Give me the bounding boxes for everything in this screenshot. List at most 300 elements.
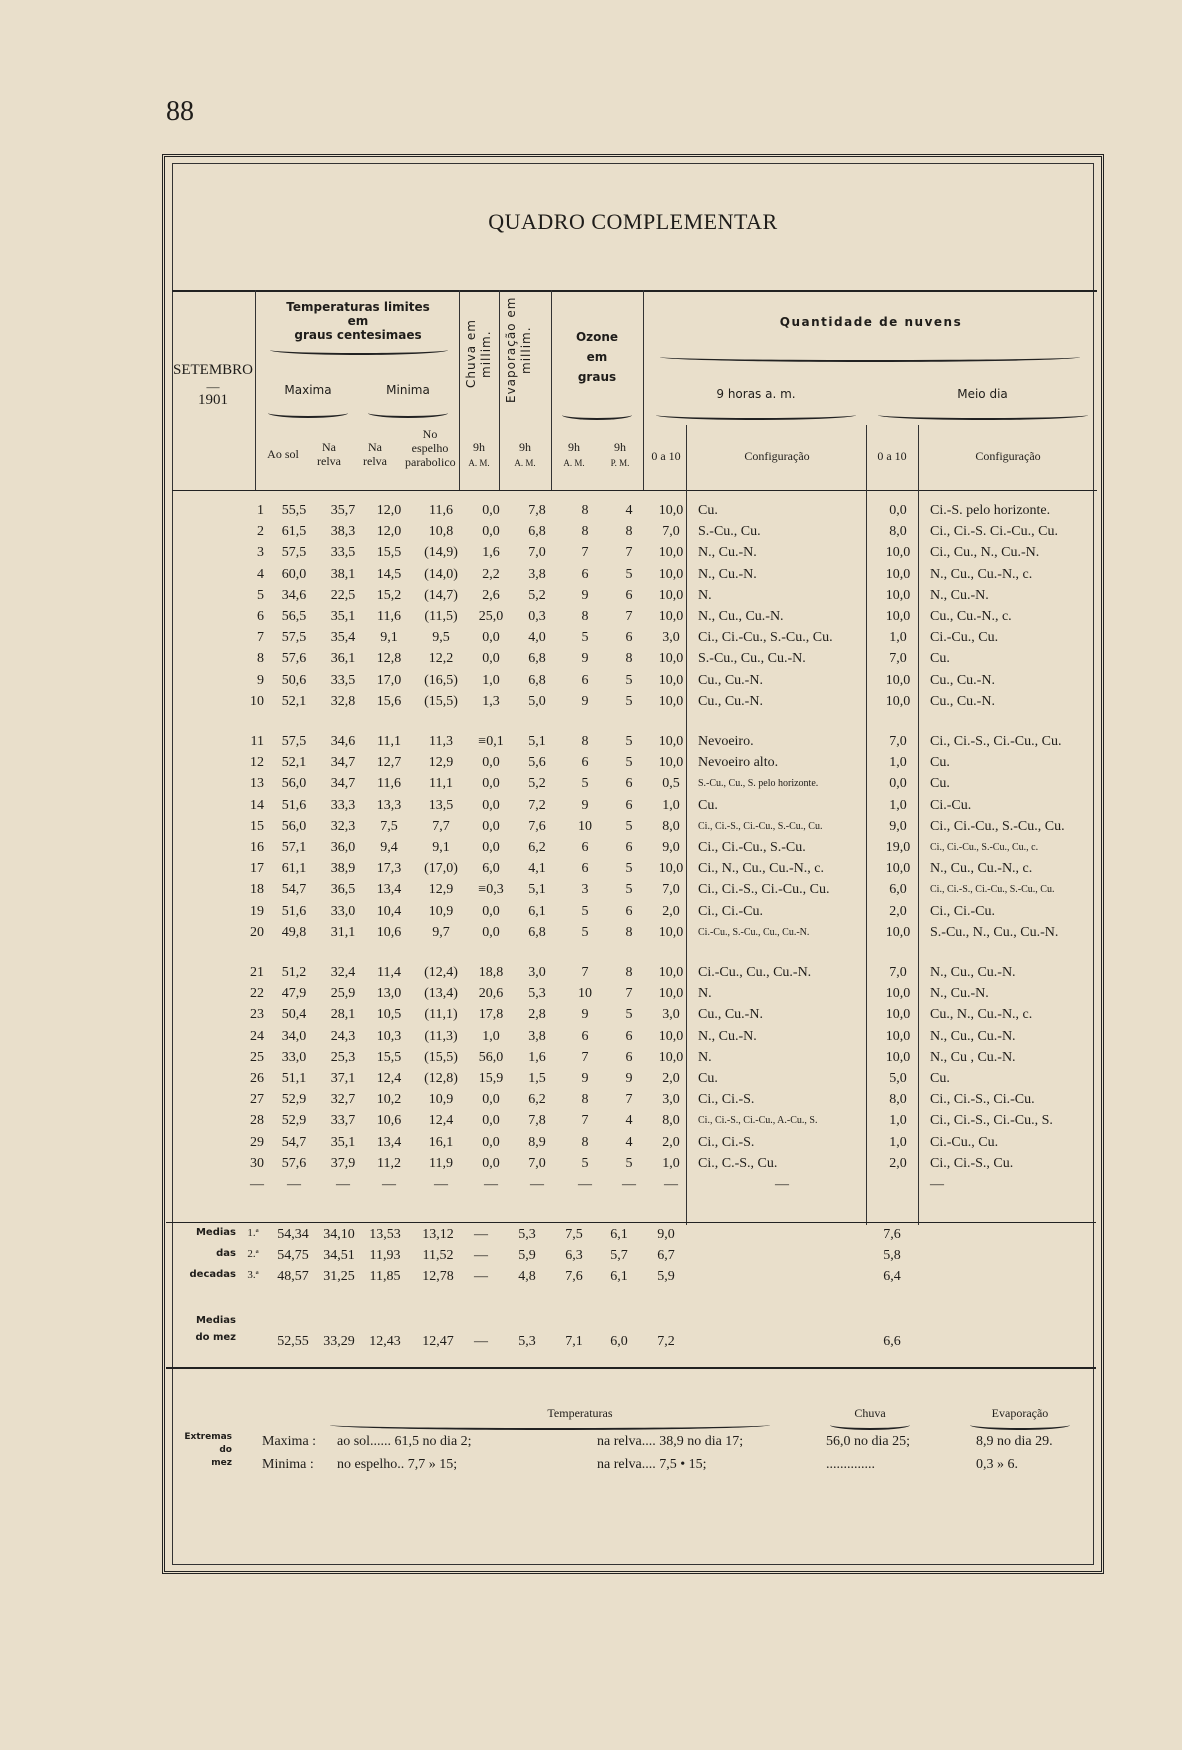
table-cell: 10	[578, 986, 592, 1002]
table-cell: 13,5	[428, 797, 454, 813]
medias-mez-cell: 12,43	[369, 1334, 401, 1349]
table-cell: 11,9	[429, 1155, 453, 1171]
ao-sol-header: Ao sol	[267, 447, 299, 461]
year-label: 1901	[198, 392, 228, 408]
na-relva-max-header: Na relva	[317, 440, 341, 468]
table-cell: 54,7	[281, 882, 307, 898]
evaporacao-header: Evaporação em millim.	[504, 296, 533, 404]
table-cell: S.-Cu., N., Cu., Cu.-N.	[930, 924, 1059, 940]
table-cell: Ci.-Cu., S.-Cu., Cu., Cu.-N.	[698, 926, 810, 938]
meio-dia-brace	[878, 410, 1088, 420]
table-cell: 6,8	[528, 524, 546, 540]
table-row	[166, 500, 1102, 521]
table-cell: 56,0	[281, 776, 307, 792]
table-cell: 32,4	[330, 965, 356, 981]
table-cell: 6	[625, 1028, 633, 1044]
table-cell: 36,0	[330, 840, 356, 856]
table-cell: 10,0	[885, 672, 911, 688]
table-cell: 55,5	[281, 503, 307, 518]
table-cell: 34,7	[330, 755, 356, 771]
table-cell: 35,1	[330, 609, 356, 625]
table-cell: 3,0	[662, 1092, 680, 1108]
table-cell: 7	[625, 609, 633, 625]
table-cell: 6,8	[528, 672, 546, 688]
table-cell: 61,1	[281, 861, 307, 877]
maxima-header: Maxima	[284, 383, 332, 397]
day-cell: 29	[250, 1134, 264, 1150]
table-cell: 6	[625, 630, 633, 646]
day-cell: 13	[250, 776, 264, 792]
extremas-brace	[970, 1420, 1070, 1430]
table-cell: 10,0	[658, 1049, 684, 1065]
table-cell: 12,7	[376, 755, 402, 771]
table-cell: 52,1	[281, 693, 307, 709]
extremas-min-relva: na relva.... 7,5 • 15;	[597, 1457, 707, 1472]
table-cell: Ci., Ci.-Cu., S.-Cu., Cu.	[698, 630, 833, 646]
medias-cell: 54,75	[277, 1248, 309, 1263]
table-cell: S.-Cu., Cu., S. pelo horizonte.	[698, 778, 819, 790]
table-cell: —	[530, 1177, 544, 1193]
table-cell: 7,6	[528, 818, 546, 834]
table-cell: 1,6	[528, 1049, 546, 1065]
table-cell: S.-Cu., Cu.	[698, 524, 761, 540]
table-cell: N., Cu., Cu.-N.	[930, 965, 1016, 981]
day-cell: 25	[250, 1049, 264, 1065]
day-cell: 18	[250, 882, 264, 898]
table-cell: 6	[625, 1049, 633, 1065]
table-cell: 5	[625, 672, 633, 688]
table-cell: 37,1	[330, 1071, 356, 1087]
medias-mez-cell: 7,1	[565, 1334, 583, 1349]
table-cell: Cu., Cu.-N.	[698, 672, 763, 688]
extremas-brace	[330, 1420, 770, 1430]
table-cell: 1,0	[889, 1134, 907, 1150]
table-cell: 28,1	[330, 1007, 356, 1023]
table-cell: 10,0	[658, 965, 684, 981]
table-cell: 6	[625, 587, 633, 603]
day-cell: 11	[250, 734, 264, 750]
table-cell: S.-Cu., Cu., Cu.-N.	[698, 651, 806, 667]
table-cell: 8	[625, 651, 633, 667]
table-cell: ≡0,1	[478, 734, 504, 750]
nove-horas-brace	[656, 410, 856, 420]
table-cell: 57,6	[281, 1155, 307, 1171]
day-cell: 6	[257, 609, 264, 625]
medias-cell: 11,85	[369, 1269, 401, 1284]
medias-cell: 54,34	[277, 1227, 309, 1242]
decade-gap	[166, 712, 1102, 731]
table-cell: 8,0	[889, 1092, 907, 1108]
table-cell: —	[622, 1177, 636, 1193]
table-cell: 7,0	[889, 651, 907, 667]
extremas-temp-header: Temperaturas	[547, 1406, 613, 1420]
table-cell: 35,4	[330, 630, 356, 646]
table-row	[166, 752, 1102, 773]
day-cell: 9	[257, 672, 264, 688]
day-cell: 27	[250, 1092, 264, 1108]
medias-mez-cell: 6,0	[610, 1334, 628, 1349]
table-cell: 10,0	[658, 924, 684, 940]
table-cell: 25,3	[330, 1049, 356, 1065]
table-cell: Ci., Ci.-S.	[698, 1134, 755, 1150]
table-cell: 22,5	[330, 587, 356, 603]
table-cell: N., Cu., Cu.-N., c.	[930, 566, 1033, 582]
table-row	[166, 648, 1102, 669]
medias-cell: 9,0	[657, 1227, 675, 1242]
medias-mez-cell: 12,47	[422, 1334, 454, 1349]
extremas-chuva-header: Chuva	[854, 1406, 886, 1420]
table-cell: 0,0	[482, 1155, 500, 1171]
chuva-9h: 9h	[473, 440, 485, 454]
medias-cell: —	[474, 1269, 488, 1284]
table-cell: 1,5	[528, 1071, 546, 1087]
table-cell: 1,0	[662, 1155, 680, 1171]
table-cell: 33,0	[281, 1049, 307, 1065]
table-cell: 0,0	[482, 903, 500, 919]
table-cell: Ci., Ci.-S., Ci.-Cu., S.-Cu., Cu.	[698, 820, 823, 832]
table-cell: 5,6	[528, 755, 546, 771]
table-cell: 0,0	[482, 924, 500, 940]
medias-cell: 5,8	[883, 1248, 901, 1263]
nove-horas-header: 9 horas a. m.	[716, 387, 796, 401]
day-cell: 2	[257, 524, 264, 540]
ozone-line1: Ozone	[575, 330, 619, 344]
table-cell: Cu.	[930, 1071, 950, 1087]
table-row	[166, 627, 1102, 648]
table-cell: 9	[581, 587, 589, 603]
table-cell: 12,4	[428, 1113, 454, 1129]
medias-cell: 34,51	[323, 1248, 355, 1263]
medias-cell: 6,4	[883, 1269, 901, 1284]
table-cell: 7	[625, 986, 633, 1002]
table-cell: 5	[581, 1155, 589, 1171]
table-cell: 0,0	[482, 1134, 500, 1150]
daily-data-table	[166, 500, 1102, 1195]
table-cell: 9	[581, 651, 589, 667]
table-cell: 9	[581, 797, 589, 813]
table-cell: (12,8)	[424, 1071, 458, 1087]
table-cell: (11,5)	[424, 609, 458, 625]
table-cell: 36,5	[330, 882, 356, 898]
medias-mez-label: do mez	[195, 1332, 236, 1343]
table-cell: 13,4	[376, 1134, 402, 1150]
table-cell: 38,9	[330, 861, 356, 877]
table-cell: 38,1	[330, 566, 356, 582]
extremas-max-chuva: 56,0 no dia 25;	[826, 1434, 910, 1449]
table-cell: 17,3	[376, 861, 402, 877]
table-cell: 52,1	[281, 755, 307, 771]
table-row	[166, 1026, 1102, 1047]
medias-mez-cell: 5,3	[518, 1334, 536, 1349]
table-cell: (15,5)	[424, 1049, 458, 1065]
table-cell: Ci., Ci.-Cu., S.-Cu., Cu., c.	[930, 842, 1039, 854]
day-cell: 16	[250, 840, 264, 856]
table-cell: 6,8	[528, 651, 546, 667]
table-cell: 7,5	[380, 818, 398, 834]
table-cell: 10,0	[658, 651, 684, 667]
table-cell: 4,0	[528, 630, 546, 646]
table-cell: 5,3	[528, 986, 546, 1002]
table-row	[166, 606, 1102, 627]
nuvens-9h-scale: 0 a 10	[651, 449, 681, 463]
table-cell: 15,2	[376, 587, 402, 603]
table-row	[166, 816, 1102, 837]
table-cell: 10,0	[658, 566, 684, 582]
table-cell: Cu., N., Cu.-N., c.	[930, 1007, 1033, 1023]
table-cell: 1,0	[889, 797, 907, 813]
temp-group-line2: em	[347, 314, 369, 328]
table-cell: 2,2	[482, 566, 500, 582]
evap-9h: 9h	[519, 440, 531, 454]
table-cell: 8	[581, 524, 589, 540]
day-cell: 15	[250, 818, 264, 834]
table-cell: 0,5	[662, 776, 680, 792]
decade-label: 1.ª	[247, 1227, 259, 1239]
table-cell: 5	[625, 818, 633, 834]
table-cell: 3,0	[662, 630, 680, 646]
table-cell: 15,6	[376, 693, 402, 709]
table-cell: 0,0	[889, 503, 907, 518]
table-cell: 7	[625, 545, 633, 561]
table-cell: 0,0	[482, 651, 500, 667]
table-cell: 0,0	[482, 818, 500, 834]
chuva-am: A. M.	[468, 458, 490, 468]
table-cell: 0,3	[528, 609, 546, 625]
table-cell: 2,0	[662, 1134, 680, 1150]
table-cell: 10,0	[885, 609, 911, 625]
medias-top-rule	[166, 1222, 1096, 1223]
table-cell: Ci.-Cu.	[930, 797, 972, 813]
table-cell: 4	[625, 503, 633, 518]
medias-mez-cell: —	[474, 1334, 488, 1349]
table-cell: 6,8	[528, 924, 546, 940]
table-cell: Cu.	[698, 503, 718, 518]
medias-cell: 5,7	[610, 1248, 628, 1263]
table-cell: 8	[581, 503, 589, 518]
table-cell: 5	[625, 734, 633, 750]
table-cell: —	[382, 1177, 396, 1193]
col-divider	[918, 425, 919, 490]
table-cell: Cu., Cu.-N.	[698, 1007, 763, 1023]
table-cell: N., Cu.-N.	[698, 545, 757, 561]
table-cell: 9,1	[380, 630, 398, 646]
table-cell: 5,2	[528, 776, 546, 792]
table-cell: 6,2	[528, 840, 546, 856]
table-cell: —	[250, 1177, 264, 1193]
table-cell: 11,3	[429, 734, 453, 750]
table-cell: 10,9	[428, 903, 454, 919]
table-cell: 7,0	[889, 734, 907, 750]
table-cell	[872, 1174, 924, 1195]
table-cell: 12,0	[376, 503, 402, 518]
table-cell: 1,0	[482, 672, 500, 688]
temp-brace	[270, 345, 448, 355]
table-cell: (13,4)	[424, 986, 458, 1002]
table-cell: Ci., Ci.-S., Cu.	[930, 1155, 1014, 1171]
day-cell: 4	[257, 566, 264, 582]
table-cell: 9,1	[432, 840, 450, 856]
nuvens-header: Quantidade de nuvens	[779, 315, 963, 329]
medias-cell: 5,9	[657, 1269, 675, 1284]
table-cell: 10,0	[658, 734, 684, 750]
page-title: QUADRO COMPLEMENTAR	[488, 209, 778, 234]
table-row	[166, 585, 1102, 606]
day-cell: 12	[250, 755, 264, 771]
table-row	[166, 564, 1102, 585]
medias-cell: 31,25	[323, 1269, 355, 1284]
medias-cell: 11,52	[422, 1248, 454, 1263]
table-cell: 10,0	[885, 1007, 911, 1023]
table-cell: 5	[625, 861, 633, 877]
table-cell: 2,8	[528, 1007, 546, 1023]
table-cell: —	[578, 1177, 592, 1193]
table-cell: Ci., Ci.-S., Ci.-Cu., Cu.	[930, 734, 1062, 750]
day-cell: 22	[250, 986, 264, 1002]
table-cell: 7,0	[662, 882, 680, 898]
table-cell: 11,6	[377, 776, 401, 792]
extremas-brace	[830, 1420, 910, 1430]
table-row	[166, 691, 1102, 712]
table-cell: 1,6	[482, 545, 500, 561]
day-cell: 14	[250, 797, 264, 813]
table-cell: 2,0	[662, 1071, 680, 1087]
table-cell: 5,0	[889, 1071, 907, 1087]
dash-row	[166, 1174, 1102, 1195]
evap-am: A. M.	[514, 458, 536, 468]
col-divider	[643, 290, 644, 490]
table-cell: 7,7	[432, 818, 450, 834]
table-cell: 10,0	[658, 587, 684, 603]
table-cell: 17,0	[376, 672, 402, 688]
table-cell: 0,0	[482, 776, 500, 792]
table-cell: 3,8	[528, 566, 546, 582]
table-cell: Ci., Ci.-S., Ci.-Cu., Cu.	[698, 882, 830, 898]
medias-cell: —	[474, 1227, 488, 1242]
table-cell: 52,9	[281, 1092, 307, 1108]
table-cell: Cu., Cu.-N.	[930, 672, 995, 688]
table-cell: (11,1)	[424, 1007, 458, 1023]
table-cell: 57,5	[281, 545, 307, 561]
table-cell: 50,4	[281, 1007, 307, 1023]
table-row	[166, 962, 1102, 983]
table-cell: 5	[581, 776, 589, 792]
table-cell: Cu.	[698, 797, 718, 813]
table-cell: 1,0	[889, 1113, 907, 1129]
table-cell: 57,1	[281, 840, 307, 856]
table-cell: (12,4)	[424, 965, 458, 981]
table-cell: 51,2	[281, 965, 307, 981]
table-cell: —	[664, 1177, 678, 1193]
medias-cell: 48,57	[277, 1269, 309, 1284]
table-cell: 7,0	[662, 524, 680, 540]
table-cell: 3,8	[528, 1028, 546, 1044]
table-cell: (14,9)	[424, 545, 458, 561]
medias-cell: 4,8	[518, 1269, 536, 1284]
table-cell: 61,5	[281, 524, 307, 540]
table-cell: Ci.-Cu., Cu.	[930, 630, 999, 646]
table-cell: 10,0	[885, 924, 911, 940]
month-dash: —	[206, 379, 220, 394]
day-cell: 3	[257, 545, 264, 561]
table-cell: 0,0	[482, 503, 500, 518]
table-cell: 8	[581, 734, 589, 750]
table-cell: 19,0	[885, 840, 911, 856]
table-cell: 24,3	[330, 1028, 356, 1044]
table-cell: Cu., Cu.-N., c.	[930, 609, 1012, 625]
table-cell: 57,5	[281, 630, 307, 646]
table-cell: 10,0	[658, 986, 684, 1002]
table-cell: 16,1	[428, 1134, 454, 1150]
minima-brace	[368, 408, 448, 418]
table-cell: 12,9	[428, 882, 454, 898]
extremas-min-chuva: ..............	[826, 1457, 875, 1472]
day-cell: 23	[250, 1007, 264, 1023]
table-cell: 51,1	[281, 1071, 307, 1087]
table-cell: (11,3)	[424, 1028, 458, 1044]
table-cell: 0,0	[482, 524, 500, 540]
medias-cell: 6,7	[657, 1248, 675, 1263]
table-cell: 10,0	[658, 672, 684, 688]
extremas-min-evap: 0,3 » 6.	[976, 1457, 1018, 1472]
table-cell: 5	[581, 630, 589, 646]
table-cell: 33,5	[330, 545, 356, 561]
table-cell: 6	[581, 861, 589, 877]
table-cell: Ci., Cu., N., Cu.-N.	[930, 545, 1040, 561]
table-row	[166, 1089, 1102, 1110]
table-cell: 0,0	[482, 630, 500, 646]
ozone-brace	[562, 410, 632, 420]
medias-mez-cell: 7,2	[657, 1334, 675, 1349]
table-cell: (14,0)	[424, 566, 458, 582]
table-cell: 10,0	[885, 1049, 911, 1065]
table-cell: 10,0	[658, 755, 684, 771]
table-cell: 4	[625, 1113, 633, 1129]
day-cell: 8	[257, 651, 264, 667]
minima-header: Minima	[386, 383, 430, 397]
medias-cell: 13,12	[422, 1227, 454, 1242]
table-cell: 11,4	[377, 965, 401, 981]
table-cell: 11,1	[377, 734, 401, 750]
table-cell: 34,6	[281, 587, 307, 603]
extremas-max-sol: ao sol...... 61,5 no dia 2;	[337, 1434, 472, 1449]
table-cell: 5,2	[528, 587, 546, 603]
medias-cell: 7,6	[883, 1227, 901, 1242]
medias-cell: 5,9	[518, 1248, 536, 1263]
table-cell: 10,6	[376, 1113, 402, 1129]
extremas-label: do	[219, 1445, 232, 1455]
decade-label: 2.ª	[247, 1248, 259, 1260]
table-cell: 11,1	[429, 776, 453, 792]
table-cell: 7,8	[528, 503, 546, 518]
day-cell: 10	[250, 693, 264, 709]
table-cell: 25,9	[330, 986, 356, 1002]
day-cell: 1	[257, 503, 264, 518]
table-cell: 11,2	[377, 1155, 401, 1171]
table-cell: 0,0	[482, 755, 500, 771]
table-cell: 15,5	[376, 1049, 402, 1065]
medias-cell: 6,1	[610, 1227, 628, 1242]
extremas-min-espelho: no espelho.. 7,7 » 15;	[337, 1457, 458, 1472]
table-cell: 17,8	[478, 1007, 504, 1023]
table-cell: 33,3	[330, 797, 356, 813]
table-cell: 13,4	[376, 882, 402, 898]
medias-cell: 12,78	[422, 1269, 454, 1284]
table-cell: —	[287, 1177, 301, 1193]
nuvens-md-scale: 0 a 10	[877, 449, 907, 463]
page-number: 88	[166, 96, 194, 127]
table-cell: 13,0	[376, 986, 402, 1002]
table-cell: N.	[698, 587, 712, 603]
